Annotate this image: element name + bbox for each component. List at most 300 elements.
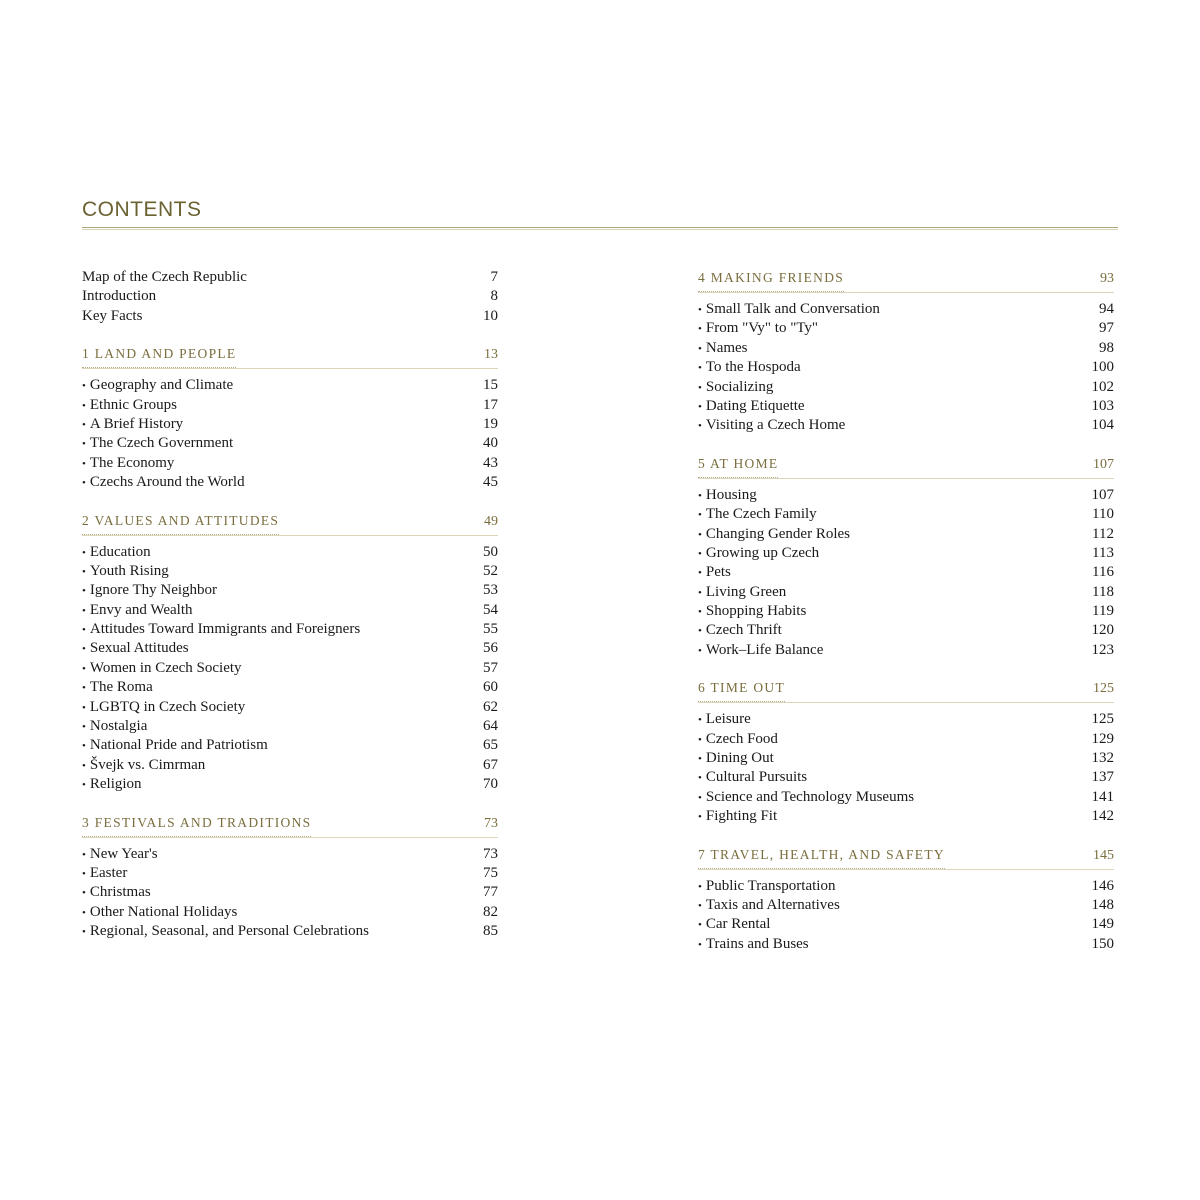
- chapter-divider: [82, 837, 498, 839]
- bullet-icon: •: [698, 362, 702, 375]
- toc-entry-title: [698, 544, 1092, 564]
- toc-entry-label: Regional, Seasonal, and Personal Celebrations: [89, 923, 369, 940]
- toc-entry-page: 107: [1091, 486, 1114, 503]
- toc-entry[interactable]: [698, 768, 1114, 787]
- toc-entry-page: 97: [1099, 320, 1114, 337]
- bullet-icon: •: [698, 567, 702, 580]
- toc-entry-title: [82, 396, 483, 416]
- toc-entry-title: [698, 877, 1092, 897]
- bullet-icon: •: [82, 759, 86, 772]
- bullet-icon: •: [82, 585, 86, 598]
- toc-entry-page: 67: [483, 756, 498, 773]
- toc-entry[interactable]: [82, 717, 498, 736]
- chapter-heading[interactable]: [698, 845, 1114, 865]
- toc-entry-label: Women in Czech Society: [89, 659, 242, 676]
- bullet-icon: •: [698, 400, 702, 413]
- toc-entry[interactable]: [82, 620, 498, 639]
- bullet-icon: •: [698, 772, 702, 785]
- toc-entry[interactable]: [82, 883, 498, 902]
- toc-entry[interactable]: [698, 749, 1114, 768]
- toc-entry-page: 65: [483, 737, 498, 754]
- toc-entry-page: 142: [1091, 808, 1114, 825]
- chapter-page: 145: [1093, 847, 1114, 863]
- toc-entry-page: 100: [1091, 359, 1114, 376]
- chapter-title: 3 FESTIVALS AND TRADITIONS: [82, 813, 311, 837]
- toc-entry-label: Sexual Attitudes: [89, 640, 189, 657]
- toc-entry-label: The Czech Family: [705, 506, 817, 523]
- chapter-title: 2 VALUES AND ATTITUDES: [82, 511, 279, 535]
- toc-entry-title: [698, 768, 1092, 788]
- toc-entry[interactable]: [698, 300, 1114, 319]
- bullet-icon: •: [82, 399, 86, 412]
- toc-entry-label: Key Facts: [82, 307, 143, 324]
- chapter-divider: [82, 535, 498, 537]
- toc-entry[interactable]: [82, 307, 498, 326]
- toc-entry[interactable]: [82, 415, 498, 434]
- bullet-icon: •: [698, 342, 702, 355]
- toc-entry-label: Map of the Czech Republic: [82, 269, 247, 285]
- right-column: [698, 268, 1114, 954]
- toc-entry-label: Dating Etiquette: [705, 397, 805, 414]
- toc-entry-label: Ignore Thy Neighbor: [89, 582, 218, 599]
- toc-entry-page: 148: [1091, 896, 1114, 913]
- bullet-icon: •: [698, 753, 702, 766]
- chapter-title: 5 AT HOME: [698, 454, 778, 478]
- toc-entry-label: Public Transportation: [705, 877, 836, 894]
- toc-entry-page: 73: [483, 845, 498, 862]
- toc-entry-title: [698, 339, 1099, 359]
- toc-entry-page: 129: [1091, 730, 1114, 747]
- toc-entry-title: [698, 563, 1092, 583]
- toc-entry-label: Švejk vs. Cimrman: [89, 756, 206, 773]
- toc-entry-title: [698, 730, 1092, 750]
- toc-entry[interactable]: [698, 358, 1114, 377]
- toc-entry-title: [698, 896, 1092, 916]
- toc-entry-page: 54: [483, 601, 498, 618]
- toc-entry-label: Names: [705, 339, 748, 356]
- bullet-icon: •: [698, 304, 702, 316]
- bullet-icon: •: [698, 899, 702, 912]
- toc-entry-label: Leisure: [705, 711, 751, 728]
- chapter-section: [698, 845, 1114, 955]
- toc-entry-label: Science and Technology Museums: [705, 788, 915, 805]
- bullet-icon: •: [698, 625, 702, 638]
- bullet-icon: •: [82, 867, 86, 880]
- toc-entry-label: Car Rental: [705, 916, 771, 933]
- toc-entry-page: 123: [1091, 641, 1114, 658]
- toc-entry-title: [82, 473, 483, 493]
- bullet-icon: •: [698, 938, 702, 951]
- toc-entry[interactable]: [698, 525, 1114, 544]
- page-title: CONTENTS: [82, 198, 202, 221]
- toc-entry-page: 103: [1091, 397, 1114, 414]
- chapter-divider: [698, 869, 1114, 871]
- toc-entry-page: 146: [1091, 877, 1114, 894]
- bullet-icon: •: [698, 509, 702, 522]
- toc-entry-label: Shopping Habits: [705, 603, 807, 620]
- toc-entry[interactable]: [82, 903, 498, 922]
- toc-entry[interactable]: [698, 641, 1114, 660]
- toc-entry[interactable]: [82, 562, 498, 581]
- toc-entry-label: Introduction: [82, 288, 157, 305]
- toc-entry-label: Work–Life Balance: [705, 641, 824, 658]
- bullet-icon: •: [698, 489, 702, 502]
- toc-entry-page: 7: [490, 269, 498, 285]
- bullet-icon: •: [82, 887, 86, 900]
- toc-entry-page: 17: [483, 396, 498, 413]
- chapter-page: 49: [484, 513, 498, 529]
- toc-entry-title: [82, 922, 483, 942]
- bullet-icon: •: [82, 546, 86, 559]
- toc-entry-page: 19: [483, 415, 498, 432]
- bullet-icon: •: [698, 880, 702, 893]
- toc-entry[interactable]: [698, 416, 1114, 435]
- toc-entry-label: National Pride and Patriotism: [89, 737, 268, 754]
- toc-entry-title: [698, 788, 1092, 808]
- toc-entry-title: [698, 602, 1092, 622]
- chapter-section: [698, 678, 1114, 826]
- chapter-divider: [698, 478, 1114, 480]
- toc-entry[interactable]: [698, 397, 1114, 416]
- toc-entry[interactable]: [698, 807, 1114, 826]
- toc-entry-title: [698, 319, 1099, 339]
- toc-entry-title: [698, 807, 1092, 827]
- toc-entry-page: 45: [483, 474, 498, 491]
- toc-entry[interactable]: [698, 563, 1114, 582]
- chapter-heading[interactable]: [82, 344, 498, 364]
- toc-entry-title: [698, 525, 1092, 545]
- chapter-title: 1 LAND AND PEOPLE: [82, 344, 236, 368]
- toc-entry[interactable]: [698, 544, 1114, 563]
- bullet-icon: •: [82, 438, 86, 451]
- toc-entry[interactable]: [698, 621, 1114, 640]
- toc-entry[interactable]: [82, 736, 498, 755]
- chapter-heading[interactable]: [82, 813, 498, 833]
- bullet-icon: •: [698, 714, 702, 727]
- bullet-icon: •: [82, 740, 86, 753]
- toc-entry-page: 116: [1092, 564, 1114, 581]
- toc-entry-label: Fighting Fit: [705, 808, 778, 825]
- toc-entry[interactable]: [698, 730, 1114, 749]
- toc-entry-label: Religion: [89, 776, 142, 793]
- toc-entry-label: From "Vy" to "Ty": [705, 320, 819, 337]
- toc-entry[interactable]: [698, 915, 1114, 934]
- toc-entry-page: 85: [483, 923, 498, 940]
- toc-entry-label: Envy and Wealth: [89, 601, 193, 618]
- toc-entry-title: [82, 775, 483, 795]
- toc-entry-title: [82, 307, 483, 326]
- toc-entry-label: Small Talk and Conversation: [705, 301, 880, 317]
- bullet-icon: •: [698, 644, 702, 657]
- chapter-divider: [698, 702, 1114, 704]
- toc-entry-title: [82, 562, 483, 582]
- toc-entry-page: 40: [483, 435, 498, 452]
- bullet-icon: •: [82, 721, 86, 734]
- bullet-icon: •: [82, 906, 86, 919]
- chapter-page: 73: [484, 815, 498, 831]
- bullet-icon: •: [698, 323, 702, 336]
- toc-entry-label: Ethnic Groups: [89, 396, 177, 413]
- toc-entry-title: [82, 454, 483, 474]
- toc-entry-title: [82, 376, 483, 396]
- toc-entry-title: [698, 915, 1092, 935]
- toc-entry-page: 10: [483, 307, 498, 324]
- toc-entry-page: 137: [1091, 769, 1114, 786]
- toc-entry-title: [82, 678, 483, 698]
- toc-entry[interactable]: [698, 486, 1114, 505]
- toc-entry[interactable]: [82, 756, 498, 775]
- toc-entry-title: [698, 505, 1092, 525]
- toc-entry-title: [82, 845, 483, 865]
- bullet-icon: •: [82, 779, 86, 792]
- toc-entry-label: The Czech Government: [89, 435, 234, 452]
- toc-entry-title: [82, 581, 483, 601]
- bullet-icon: •: [698, 606, 702, 619]
- toc-entry-page: 119: [1092, 603, 1114, 620]
- toc-entry-page: 102: [1091, 378, 1114, 395]
- chapter-page: 125: [1093, 681, 1114, 697]
- toc-entry-title: [82, 717, 483, 737]
- front-matter-list: [82, 268, 498, 326]
- toc-entry-title: [698, 641, 1092, 661]
- toc-entry-page: 120: [1091, 622, 1114, 639]
- bullet-icon: •: [698, 733, 702, 746]
- toc-entry-page: 112: [1092, 525, 1114, 542]
- chapter-section: [82, 511, 498, 795]
- toc-entry-label: Geography and Climate: [89, 377, 234, 394]
- toc-entry-page: 62: [483, 698, 498, 715]
- chapter-page: 93: [1100, 271, 1114, 286]
- chapter-heading[interactable]: [698, 268, 1114, 288]
- toc-entry-label: Education: [89, 543, 151, 560]
- toc-entry[interactable]: [82, 639, 498, 658]
- toc-entry[interactable]: [698, 378, 1114, 397]
- toc-entry-label: Attitudes Toward Immigrants and Foreigners: [89, 621, 361, 638]
- chapter-heading[interactable]: [698, 678, 1114, 698]
- toc-entry[interactable]: [698, 710, 1114, 729]
- toc-entry-page: 104: [1091, 417, 1114, 434]
- bullet-icon: •: [82, 477, 86, 490]
- toc-entry-label: Changing Gender Roles: [705, 525, 850, 542]
- toc-entry-title: [698, 378, 1092, 398]
- toc-entry-label: LGBTQ in Czech Society: [89, 698, 246, 715]
- toc-entry[interactable]: [82, 845, 498, 864]
- toc-entry-title: [698, 621, 1092, 641]
- toc-entry[interactable]: [82, 473, 498, 492]
- toc-entry-page: 53: [483, 582, 498, 599]
- chapter-title: 4 MAKING FRIENDS: [698, 268, 844, 292]
- toc-entry-page: 57: [483, 659, 498, 676]
- toc-entry-page: 125: [1091, 711, 1114, 728]
- toc-entry[interactable]: [698, 877, 1114, 896]
- toc-entry[interactable]: [82, 454, 498, 473]
- bullet-icon: •: [82, 682, 86, 695]
- toc-entry-label: Dining Out: [705, 750, 774, 767]
- left-column: [82, 268, 498, 942]
- toc-entry-page: 141: [1091, 788, 1114, 805]
- toc-entry[interactable]: [698, 602, 1114, 621]
- toc-entry-label: Christmas: [89, 884, 151, 901]
- bullet-icon: •: [82, 380, 86, 393]
- toc-entry-title: [82, 287, 491, 306]
- toc-entry-title: [82, 864, 483, 884]
- toc-entry-label: Czech Thrift: [705, 622, 782, 639]
- toc-entry-title: [698, 300, 1099, 320]
- toc-entry-title: [698, 935, 1092, 955]
- bullet-icon: •: [82, 848, 86, 861]
- toc-entry-label: The Roma: [89, 679, 153, 696]
- toc-entry-label: The Economy: [89, 454, 175, 471]
- toc-entry-title: [82, 620, 483, 640]
- toc-entry-page: 150: [1091, 935, 1114, 952]
- bullet-icon: •: [698, 381, 702, 394]
- toc-entry-page: 15: [483, 377, 498, 394]
- toc-entry-label: Trains and Buses: [705, 935, 809, 952]
- bullet-icon: •: [82, 662, 86, 675]
- toc-entry-title: [82, 268, 491, 287]
- toc-entry-page: 60: [483, 679, 498, 696]
- toc-entry-title: [698, 710, 1092, 730]
- bullet-icon: •: [698, 791, 702, 804]
- toc-entry[interactable]: [82, 376, 498, 395]
- toc-entry-title: [82, 698, 483, 718]
- toc-entry-title: [82, 601, 483, 621]
- toc-entry-label: Czechs Around the World: [89, 474, 245, 491]
- toc-entry-title: [82, 543, 483, 563]
- chapter-section: [698, 454, 1114, 661]
- toc-entry[interactable]: [82, 678, 498, 697]
- toc-entry-label: To the Hospoda: [705, 359, 801, 376]
- bullet-icon: •: [82, 624, 86, 637]
- toc-entry[interactable]: [698, 583, 1114, 602]
- chapter-divider: [698, 292, 1114, 294]
- toc-entry-page: 82: [483, 903, 498, 920]
- toc-entry[interactable]: [82, 659, 498, 678]
- chapter-heading[interactable]: [82, 511, 498, 531]
- chapter-page: 13: [484, 347, 498, 363]
- bullet-icon: •: [82, 565, 86, 578]
- toc-entry-title: [82, 903, 483, 923]
- bullet-icon: •: [698, 586, 702, 599]
- toc-entry-page: 43: [483, 454, 498, 471]
- toc-entry[interactable]: [82, 581, 498, 600]
- toc-entry-label: New Year's: [89, 845, 158, 862]
- toc-entry-page: 56: [483, 640, 498, 657]
- toc-entry-page: 77: [483, 884, 498, 901]
- toc-entry[interactable]: [82, 268, 498, 287]
- toc-entry[interactable]: [698, 505, 1114, 524]
- toc-entry-label: Visiting a Czech Home: [705, 417, 846, 434]
- chapter-section: [82, 344, 498, 492]
- toc-entry-page: 50: [483, 543, 498, 560]
- bullet-icon: •: [698, 547, 702, 560]
- toc-entry[interactable]: [82, 698, 498, 717]
- toc-entry[interactable]: [82, 922, 498, 941]
- toc-entry-label: Taxis and Alternatives: [705, 896, 840, 913]
- toc-entry-label: Easter: [89, 864, 128, 881]
- toc-entry[interactable]: [82, 543, 498, 562]
- toc-entry-label: Other National Holidays: [89, 903, 238, 920]
- toc-entry-title: [698, 583, 1092, 603]
- toc-entry-label: A Brief History: [89, 415, 184, 432]
- toc-entry-title: [82, 434, 483, 454]
- bullet-icon: •: [698, 919, 702, 932]
- toc-entry-label: Growing up Czech: [705, 544, 820, 561]
- title-divider: [82, 227, 1118, 230]
- chapter-section: [698, 268, 1114, 436]
- bullet-icon: •: [82, 418, 86, 431]
- toc-entry-title: [82, 415, 483, 435]
- toc-entry[interactable]: [82, 775, 498, 794]
- toc-entry-label: Socializing: [705, 378, 774, 395]
- toc-entry-title: [82, 659, 483, 679]
- toc-entry-label: Living Green: [705, 583, 787, 600]
- toc-entry[interactable]: [82, 287, 498, 306]
- toc-entry-title: [82, 756, 483, 776]
- bullet-icon: •: [82, 701, 86, 714]
- toc-entry-label: Czech Food: [705, 730, 778, 747]
- chapter-page: 107: [1093, 456, 1114, 472]
- bullet-icon: •: [698, 811, 702, 824]
- toc-entry-title: [82, 883, 483, 903]
- toc-entry-page: 98: [1099, 339, 1114, 356]
- toc-entry[interactable]: [698, 788, 1114, 807]
- toc-entry-page: 110: [1092, 506, 1114, 523]
- toc-entry[interactable]: [82, 864, 498, 883]
- chapter-title: 6 TIME OUT: [698, 678, 785, 702]
- toc-entry-label: Pets: [705, 564, 731, 581]
- toc-entry-page: 113: [1092, 544, 1114, 561]
- toc-entry-page: 94: [1099, 301, 1114, 317]
- toc-entry-page: 149: [1091, 916, 1114, 933]
- toc-entry[interactable]: [82, 434, 498, 453]
- toc-entry[interactable]: [82, 601, 498, 620]
- toc-entry[interactable]: [698, 339, 1114, 358]
- toc-entry-page: 75: [483, 864, 498, 881]
- toc-entry-label: Cultural Pursuits: [705, 769, 808, 786]
- toc-entry-title: [698, 416, 1092, 436]
- toc-entry-page: 70: [483, 776, 498, 793]
- toc-entry[interactable]: [698, 935, 1114, 954]
- toc-entry-page: 52: [483, 562, 498, 579]
- chapter-heading[interactable]: [698, 454, 1114, 474]
- toc-entry-label: Housing: [705, 486, 757, 503]
- toc-entry-label: Youth Rising: [89, 562, 169, 579]
- toc-entry-page: 64: [483, 718, 498, 735]
- toc-entry[interactable]: [698, 896, 1114, 915]
- toc-entry[interactable]: [82, 396, 498, 415]
- toc-entry-title: [698, 749, 1092, 769]
- bullet-icon: •: [82, 926, 86, 939]
- toc-entry-title: [698, 397, 1092, 417]
- toc-entry[interactable]: [698, 319, 1114, 338]
- bullet-icon: •: [82, 457, 86, 470]
- toc-entry-title: [82, 736, 483, 756]
- toc-entry-page: 8: [490, 288, 498, 305]
- chapter-divider: [82, 368, 498, 370]
- toc-entry-label: Nostalgia: [89, 718, 148, 735]
- toc-entry-page: 118: [1092, 583, 1114, 600]
- toc-entry-title: [698, 358, 1092, 378]
- bullet-icon: •: [82, 604, 86, 617]
- bullet-icon: •: [698, 420, 702, 433]
- chapter-section: [82, 813, 498, 942]
- toc-entry-page: 132: [1091, 750, 1114, 767]
- chapter-title: 7 TRAVEL, HEALTH, AND SAFETY: [698, 845, 945, 869]
- toc-entry-title: [82, 639, 483, 659]
- bullet-icon: •: [82, 643, 86, 656]
- toc-entry-title: [698, 486, 1092, 506]
